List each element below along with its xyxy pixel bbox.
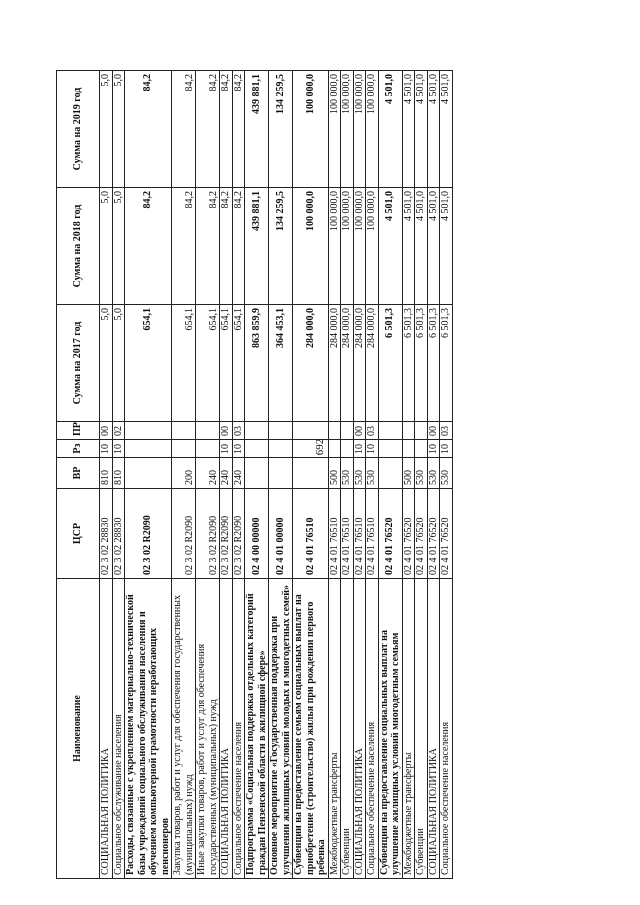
cell-rz <box>341 440 354 458</box>
cell-sum-2019: 4 501,0 <box>402 71 415 188</box>
cell-rz: 10 <box>100 440 113 458</box>
page-number: 692 <box>314 438 326 456</box>
cell-csr: 02 4 01 76520 <box>440 489 453 579</box>
cell-csr: 02 4 01 76510 <box>341 489 354 579</box>
cell-pr: 03 <box>440 422 453 440</box>
table-row <box>366 71 379 879</box>
cell-rz <box>402 440 415 458</box>
cell-pr: 00 <box>427 422 440 440</box>
cell-name: Межбюджетные трансферты <box>328 579 341 879</box>
cell-vr: 810 <box>112 458 125 489</box>
cell-sum-2017: 654,1 <box>196 305 220 422</box>
cell-sum-2018: 100 000,0 <box>341 188 354 305</box>
cell-csr: 02 4 01 76510 <box>353 489 366 579</box>
cell-sum-2018: 84,2 <box>172 188 196 305</box>
cell-sum-2018: 84,2 <box>125 188 172 305</box>
cell-csr: 02 4 00 00000 <box>245 489 269 579</box>
cell-vr <box>245 458 269 489</box>
cell-pr <box>196 422 220 440</box>
cell-sum-2017: 654,1 <box>232 305 245 422</box>
cell-rz: 10 <box>220 440 233 458</box>
cell-sum-2017: 654,1 <box>125 305 172 422</box>
cell-sum-2017: 284 000,0 <box>341 305 354 422</box>
cell-sum-2019: 84,2 <box>196 71 220 188</box>
table-row <box>269 71 293 879</box>
table-row <box>378 71 402 879</box>
cell-rz <box>269 440 293 458</box>
table-row <box>100 71 113 879</box>
col-header-2017: Сумма на 2017 год <box>57 305 100 422</box>
cell-pr: 02 <box>112 422 125 440</box>
cell-pr <box>415 422 428 440</box>
cell-vr: 530 <box>341 458 354 489</box>
cell-sum-2019: 84,2 <box>220 71 233 188</box>
cell-sum-2019: 84,2 <box>172 71 196 188</box>
cell-rz <box>328 440 341 458</box>
cell-rz: 10 <box>112 440 125 458</box>
cell-csr: 02 4 01 76510 <box>293 489 329 579</box>
cell-rz: 10 <box>440 440 453 458</box>
cell-pr <box>341 422 354 440</box>
table-row <box>172 71 196 879</box>
cell-pr <box>125 422 172 440</box>
cell-sum-2017: 6 501,3 <box>378 305 402 422</box>
cell-sum-2017: 863 859,9 <box>245 305 269 422</box>
col-header-name: Наименование <box>57 579 100 879</box>
table-row <box>112 71 125 879</box>
table-row <box>402 71 415 879</box>
cell-sum-2019: 100 000,0 <box>353 71 366 188</box>
cell-csr: 02 4 01 76520 <box>378 489 402 579</box>
cell-name: Основное мероприятие «Государственная поддержка при улучшении жилищных условий молодых и многодетных семей» <box>269 579 293 879</box>
cell-sum-2017: 5,0 <box>100 305 113 422</box>
cell-vr: 240 <box>220 458 233 489</box>
col-header-csr: ЦСР <box>57 489 100 579</box>
cell-sum-2018: 4 501,0 <box>378 188 402 305</box>
cell-sum-2019: 4 501,0 <box>440 71 453 188</box>
cell-csr: 02 3 02 R2090 <box>196 489 220 579</box>
cell-pr: 00 <box>100 422 113 440</box>
cell-name: Социальное обеспечение населения <box>232 579 245 879</box>
table-row <box>427 71 440 879</box>
table-row <box>245 71 269 879</box>
cell-vr: 200 <box>172 458 196 489</box>
cell-csr: 02 4 01 76510 <box>328 489 341 579</box>
cell-rz: 10 <box>353 440 366 458</box>
cell-sum-2018: 439 881,1 <box>245 188 269 305</box>
cell-csr: 02 3 02 R2090 <box>172 489 196 579</box>
cell-rz <box>196 440 220 458</box>
cell-csr: 02 4 01 76520 <box>427 489 440 579</box>
cell-name: Субвенции на предоставление семьям социальных выплат на приобретение (строительство) жилья при рождении первого ребенка <box>293 579 329 879</box>
cell-sum-2018: 4 501,0 <box>415 188 428 305</box>
cell-sum-2018: 5,0 <box>112 188 125 305</box>
cell-sum-2019: 4 501,0 <box>415 71 428 188</box>
cell-sum-2019: 4 501,0 <box>427 71 440 188</box>
cell-rz <box>378 440 402 458</box>
cell-pr <box>245 422 269 440</box>
cell-pr: 00 <box>220 422 233 440</box>
cell-pr: 03 <box>232 422 245 440</box>
cell-sum-2019: 5,0 <box>112 71 125 188</box>
cell-pr: 03 <box>366 422 379 440</box>
budget-table <box>56 70 453 879</box>
cell-name: Иные закупки товаров, работ и услуг для обеспечения государственных (муниципальных) нужд <box>196 579 220 879</box>
table-row <box>293 71 329 879</box>
cell-rz <box>293 440 329 458</box>
cell-sum-2019: 5,0 <box>100 71 113 188</box>
cell-name: Социальное обеспечение населения <box>440 579 453 879</box>
cell-csr: 02 4 01 00000 <box>269 489 293 579</box>
cell-sum-2018: 4 501,0 <box>427 188 440 305</box>
cell-vr <box>378 458 402 489</box>
cell-sum-2018: 4 501,0 <box>440 188 453 305</box>
cell-vr: 240 <box>196 458 220 489</box>
cell-sum-2019: 84,2 <box>232 71 245 188</box>
cell-rz <box>415 440 428 458</box>
table-row <box>440 71 453 879</box>
table-row <box>415 71 428 879</box>
col-header-2018: Сумма на 2018 год <box>57 188 100 305</box>
cell-rz: 10 <box>232 440 245 458</box>
cell-sum-2018: 100 000,0 <box>353 188 366 305</box>
cell-sum-2017: 284 000,0 <box>353 305 366 422</box>
table-row <box>353 71 366 879</box>
cell-csr: 02 3 02 R2090 <box>232 489 245 579</box>
cell-sum-2019: 134 259,5 <box>269 71 293 188</box>
cell-pr <box>269 422 293 440</box>
cell-pr <box>172 422 196 440</box>
cell-name: Субвенции <box>415 579 428 879</box>
cell-vr: 530 <box>440 458 453 489</box>
cell-vr <box>269 458 293 489</box>
cell-name: Субвенции на предоставление социальных выплат на улучшение жилищных условий многодетным семьям <box>378 579 402 879</box>
cell-csr: 02 3 02 28830 <box>100 489 113 579</box>
cell-vr <box>125 458 172 489</box>
cell-sum-2017: 654,1 <box>220 305 233 422</box>
cell-sum-2019: 439 881,1 <box>245 71 269 188</box>
rotated-page-content <box>56 71 552 879</box>
table-row <box>328 71 341 879</box>
cell-name: Подпрограмма «Социальная поддержка отдельных категорий граждан Пензенской области в жилищной сфере» <box>245 579 269 879</box>
cell-sum-2018: 4 501,0 <box>402 188 415 305</box>
table-row <box>341 71 354 879</box>
cell-name: Социальное обслуживание населения <box>112 579 125 879</box>
cell-name: Закупка товаров, работ и услуг для обеспечения государственных (муниципальных) нужд <box>172 579 196 879</box>
col-header-rz: Рз <box>57 440 100 458</box>
cell-vr: 810 <box>100 458 113 489</box>
cell-sum-2019: 100 000,0 <box>366 71 379 188</box>
cell-rz: 10 <box>427 440 440 458</box>
cell-sum-2018: 100 000,0 <box>366 188 379 305</box>
cell-rz <box>245 440 269 458</box>
cell-name: Межбюджетные трансферты <box>402 579 415 879</box>
cell-sum-2019: 100 000,0 <box>293 71 329 188</box>
cell-vr <box>293 458 329 489</box>
cell-vr: 530 <box>427 458 440 489</box>
cell-sum-2018: 134 259,5 <box>269 188 293 305</box>
cell-csr: 02 3 02 R2090 <box>220 489 233 579</box>
cell-sum-2017: 5,0 <box>112 305 125 422</box>
cell-sum-2017: 6 501,3 <box>415 305 428 422</box>
cell-csr: 02 4 01 76520 <box>402 489 415 579</box>
cell-pr <box>378 422 402 440</box>
cell-name: СОЦИАЛЬНАЯ ПОЛИТИКА <box>220 579 233 879</box>
cell-rz <box>172 440 196 458</box>
cell-pr <box>293 422 329 440</box>
cell-sum-2017: 364 453,1 <box>269 305 293 422</box>
cell-sum-2018: 84,2 <box>232 188 245 305</box>
cell-sum-2018: 5,0 <box>100 188 113 305</box>
table-header <box>57 71 100 879</box>
col-header-2019: Сумма на 2019 год <box>57 71 100 188</box>
table-row <box>232 71 245 879</box>
cell-sum-2018: 84,2 <box>196 188 220 305</box>
col-header-vr: ВР <box>57 458 100 489</box>
cell-vr: 500 <box>402 458 415 489</box>
cell-sum-2017: 284 000,0 <box>366 305 379 422</box>
cell-name: СОЦИАЛЬНАЯ ПОЛИТИКА <box>353 579 366 879</box>
table-row <box>125 71 172 879</box>
cell-vr: 530 <box>415 458 428 489</box>
table-row <box>196 71 220 879</box>
cell-pr <box>328 422 341 440</box>
cell-rz <box>125 440 172 458</box>
cell-name: Субвенции <box>341 579 354 879</box>
cell-pr <box>402 422 415 440</box>
col-header-pr: ПР <box>57 422 100 440</box>
cell-sum-2018: 84,2 <box>220 188 233 305</box>
cell-sum-2017: 284 000,0 <box>293 305 329 422</box>
cell-sum-2018: 100 000,0 <box>293 188 329 305</box>
cell-rz: 10 <box>366 440 379 458</box>
cell-vr: 530 <box>353 458 366 489</box>
cell-name: Социальное обеспечение населения <box>366 579 379 879</box>
cell-sum-2019: 84,2 <box>125 71 172 188</box>
cell-sum-2017: 284 000,0 <box>328 305 341 422</box>
cell-sum-2019: 100 000,0 <box>341 71 354 188</box>
cell-csr: 02 3 02 28830 <box>112 489 125 579</box>
cell-sum-2018: 100 000,0 <box>328 188 341 305</box>
cell-vr: 530 <box>366 458 379 489</box>
cell-name: СОЦИАЛЬНАЯ ПОЛИТИКА <box>427 579 440 879</box>
cell-vr: 240 <box>232 458 245 489</box>
cell-sum-2017: 6 501,3 <box>402 305 415 422</box>
cell-name: СОЦИАЛЬНАЯ ПОЛИТИКА <box>100 579 113 879</box>
cell-vr: 500 <box>328 458 341 489</box>
cell-csr: 02 4 01 76520 <box>415 489 428 579</box>
cell-name: Расходы, связанные с укреплением материально-технической базы учреждений социального обслуживания населения и обучением компьютерной грамотности неработающих пенсионеров <box>125 579 172 879</box>
table-row <box>220 71 233 879</box>
cell-csr: 02 4 01 76510 <box>366 489 379 579</box>
cell-sum-2017: 654,1 <box>172 305 196 422</box>
cell-sum-2017: 6 501,3 <box>427 305 440 422</box>
cell-csr: 02 3 02 R2090 <box>125 489 172 579</box>
cell-pr: 00 <box>353 422 366 440</box>
cell-sum-2019: 100 000,0 <box>328 71 341 188</box>
cell-sum-2019: 4 501,0 <box>378 71 402 188</box>
cell-sum-2017: 6 501,3 <box>440 305 453 422</box>
